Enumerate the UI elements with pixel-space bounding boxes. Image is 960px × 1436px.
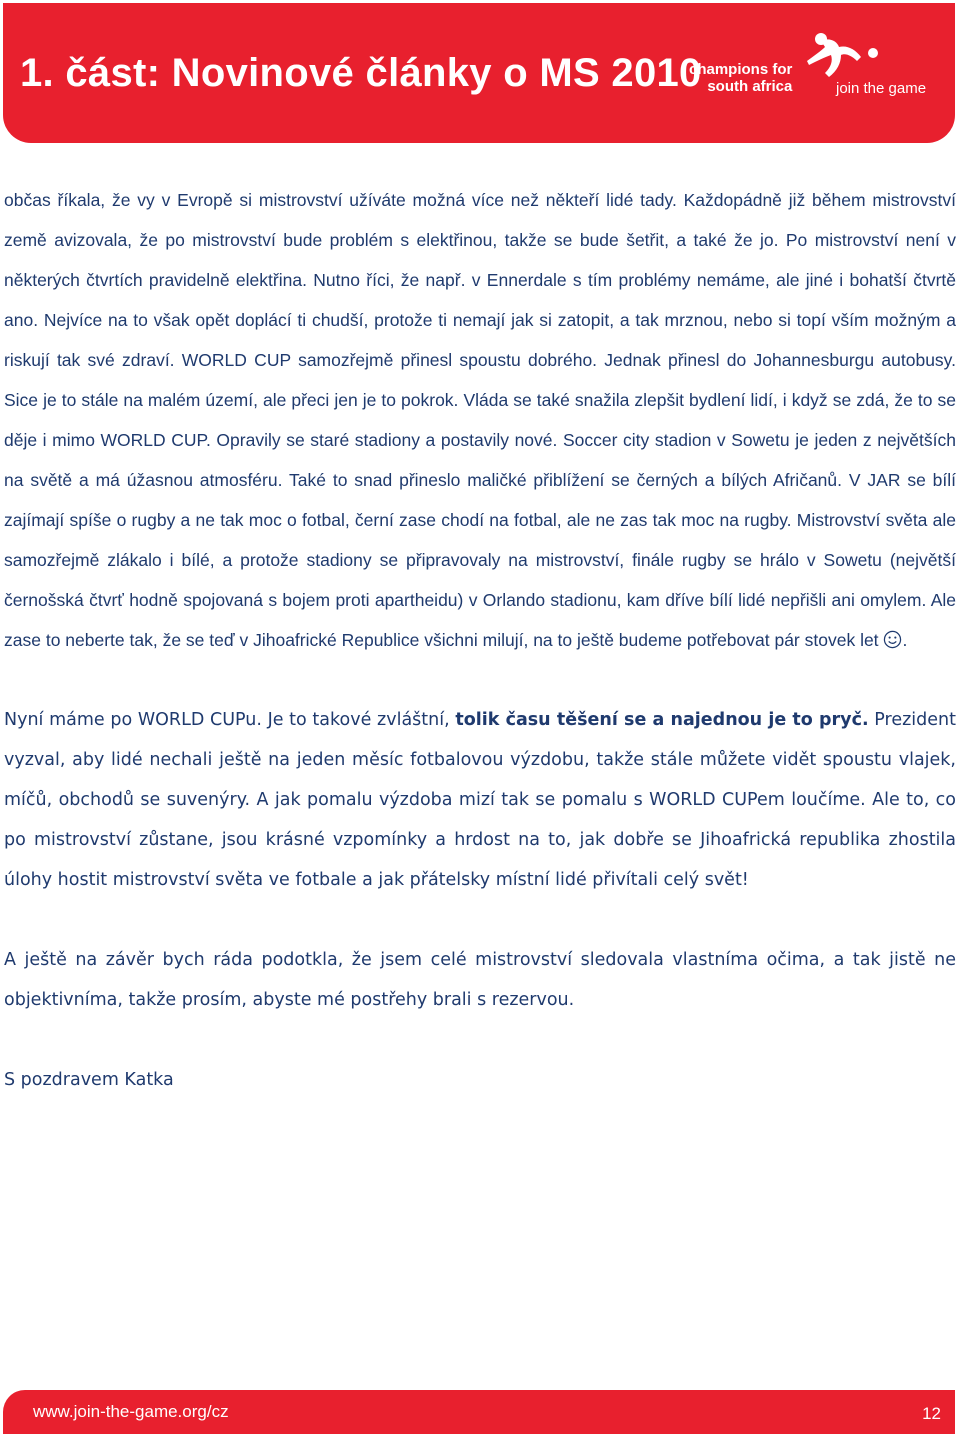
paragraph-2-end: Prezident vyzval, aby lidé nechali ještě na jeden měsíc fotbalovou výzdobu, takže stále můžete vidět spoustu vlajek, míčů, obchodů se suvenýry. A jak pomalu výzdoba mizí tak se pomalu s WORLD CUPem loučíme. Ale to, co po mistrovství zůstane, jsou krásné vzpomínky a hrdost na to, jak dobře se Jihoafrická republika zhostila úlohy hostit mistrovství světa ve fotbale a jak přátelsky místní lidé přivítali celý svět! [4, 710, 956, 890]
paragraph-2-emphasis: tolik času těšení se a najednou je to pryč. [455, 710, 869, 730]
paragraph-2 [4, 700, 956, 900]
join-the-game-text: join the game [836, 80, 927, 97]
smiley-icon [883, 630, 902, 649]
paragraph-2-start: Nyní máme po WORLD CUPu. Je to takové zvláštní, [4, 710, 456, 730]
signature: S pozdravem Katka [4, 1070, 174, 1090]
page-header-banner [3, 3, 955, 143]
footer-url-link[interactable]: www.join-the-game.org/cz [33, 1402, 229, 1421]
paragraph-3: A ještě na závěr bych ráda podotkla, že jsem celé mistrovství sledovala vlastníma očima, a tak jistě ne objektivníma, takže prosím, abyste mé postřehy brali s rezervou. [4, 950, 956, 1010]
paragraph-spacer [4, 1020, 956, 1060]
campaign-slogan [689, 61, 792, 95]
slogan-line-1: champions for [689, 61, 793, 78]
slogan-line-2: south africa [707, 78, 793, 95]
article-body [4, 180, 956, 1100]
paragraph-1-part-a: občas říkala, že vy v Evropě si mistrovství užíváte možná více než někteří lidé tady. Každopádně již během mistrovství země avizovala, že po mistrovství bude problém s elektřinou, takže se bude šetřit, a také že jo. Po mistrovství není v některých čtvrtích pravidelně elektřina. Nutno říci, že např. [4, 190, 956, 290]
paragraph-1-part-b: v Ennerdale s tím problémy nemáme, ale jiné i bohatší čtvrtě ano. Nejvíce na to však opět doplácí ti chudší, protože ti nemají jak si zatopit, a tak mrznou, nebo si topí vším možným a riskují tak své zdraví. WORLD CUP samozřejmě přinesl spoustu dobrého. Jednak přinesl do Johannesburgu autobusy. Sice je to stále na malém území, ale přeci jen je to pokrok. Vláda se také snažila zlepšit bydlení lidí, i když se zdá, že to se děje i mimo WORLD CUP. Opravily se staré stadiony a postavily nové. Soccer city stadion v Sowetu je jeden z největších na světě a má úžasnou atmosféru. Také to snad přineslo maličké přiblížení se černých a bílých Afričanů. V JAR se bílí zajímají spíše o rugby a ne tak moc o fotbal, černí zase chodí na fotbal, ale ne zas tak moc na rugby. Mistrovství světa ale samozřejmě zlákalo i bílé, a protože stadiony se připravovaly na mistrovství, finále rugby se hrálo v Sowetu (největší černošská čtvrť hodně spojovaná s bojem proti apartheidu) v Orlando stadionu, kam dříve bílí lidé nepřišli ani omylem. Ale zase to neberte tak, že se teď v Jihoafrické Republice všichni milují, na to ještě budeme potřebovat pár stovek let [4, 270, 956, 650]
paragraph-spacer [4, 900, 956, 940]
page-footer-banner [3, 1390, 955, 1434]
page-title: 1. část: Novinové články o MS 2010 [20, 51, 702, 95]
paragraph-1 [4, 180, 956, 660]
page-number: 12 [922, 1404, 941, 1423]
paragraph-spacer [4, 660, 956, 700]
paragraph-1-end: . [902, 630, 908, 650]
